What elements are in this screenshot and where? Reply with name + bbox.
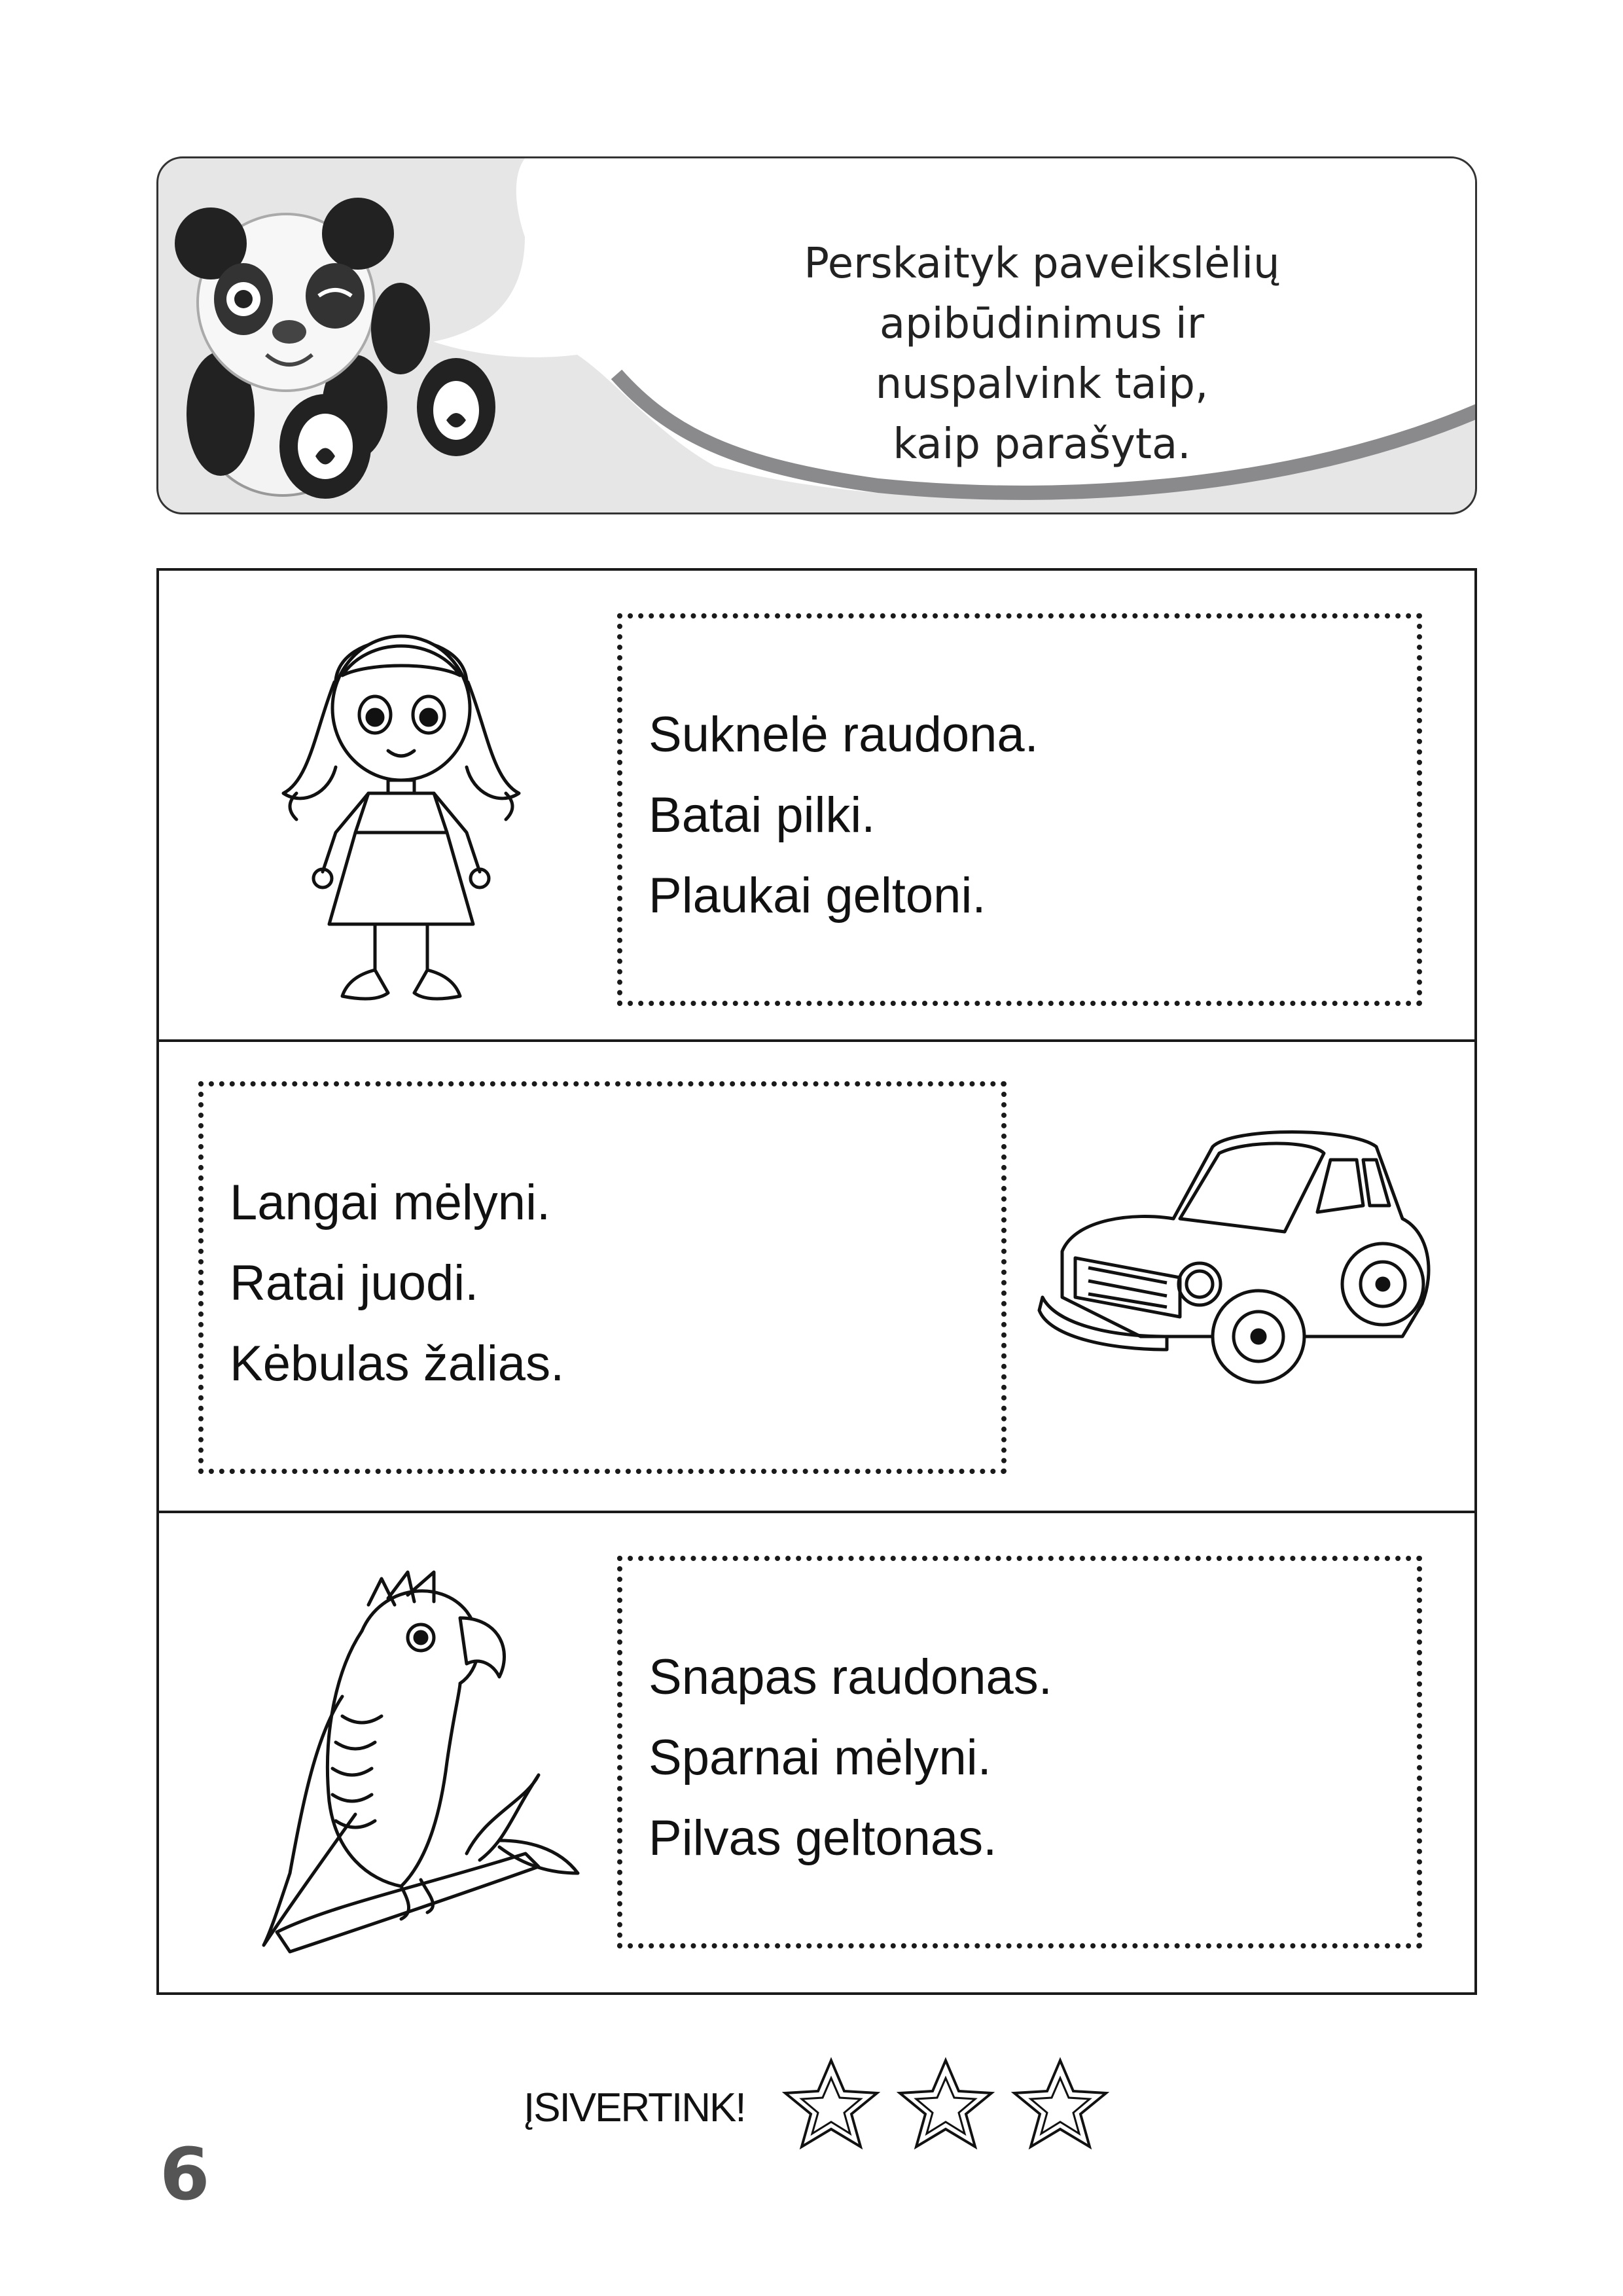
description-box bbox=[198, 1081, 1007, 1474]
instruction-line: Perskaityk paveikslėlių bbox=[804, 240, 1280, 288]
description-line: Kėbulas žalias. bbox=[230, 1336, 565, 1391]
description-line: Sparnai mėlyni. bbox=[649, 1730, 991, 1785]
description-box bbox=[617, 613, 1422, 1006]
description-line: Langai mėlyni. bbox=[230, 1175, 551, 1230]
description-line: Plaukai geltoni. bbox=[649, 868, 986, 924]
instruction-text bbox=[760, 234, 1323, 475]
description-line: Pilvas geltonas. bbox=[649, 1810, 997, 1866]
description-line: Batai pilki. bbox=[649, 787, 876, 843]
description-line: Snapas raudonas. bbox=[649, 1649, 1052, 1705]
rating-label: ĮSIVERTINK! bbox=[524, 2085, 745, 2130]
description-line: Suknelė raudona. bbox=[649, 707, 1039, 762]
car-icon bbox=[1036, 1121, 1442, 1408]
exercise-table bbox=[156, 568, 1477, 1995]
parrot-icon bbox=[251, 1566, 591, 1958]
description-line: Ratai juodi. bbox=[230, 1255, 479, 1311]
page-number: 6 bbox=[160, 2132, 210, 2216]
instruction-line: kaip parašyta. bbox=[893, 420, 1191, 469]
star-icon[interactable] bbox=[1011, 2055, 1109, 2153]
star-icon[interactable] bbox=[782, 2055, 880, 2153]
description-box bbox=[617, 1556, 1422, 1948]
panda-icon bbox=[175, 198, 495, 499]
self-rating bbox=[524, 2055, 1113, 2166]
exercise-row-parrot bbox=[159, 1513, 1474, 1987]
instruction-line: apibūdinimus ir nuspalvink taip, bbox=[875, 300, 1209, 408]
instruction-banner bbox=[156, 156, 1477, 514]
exercise-row-girl bbox=[159, 571, 1474, 1045]
exercise-row-car bbox=[159, 1042, 1474, 1516]
star-icon[interactable] bbox=[897, 2055, 995, 2153]
girl-icon bbox=[257, 597, 545, 1016]
